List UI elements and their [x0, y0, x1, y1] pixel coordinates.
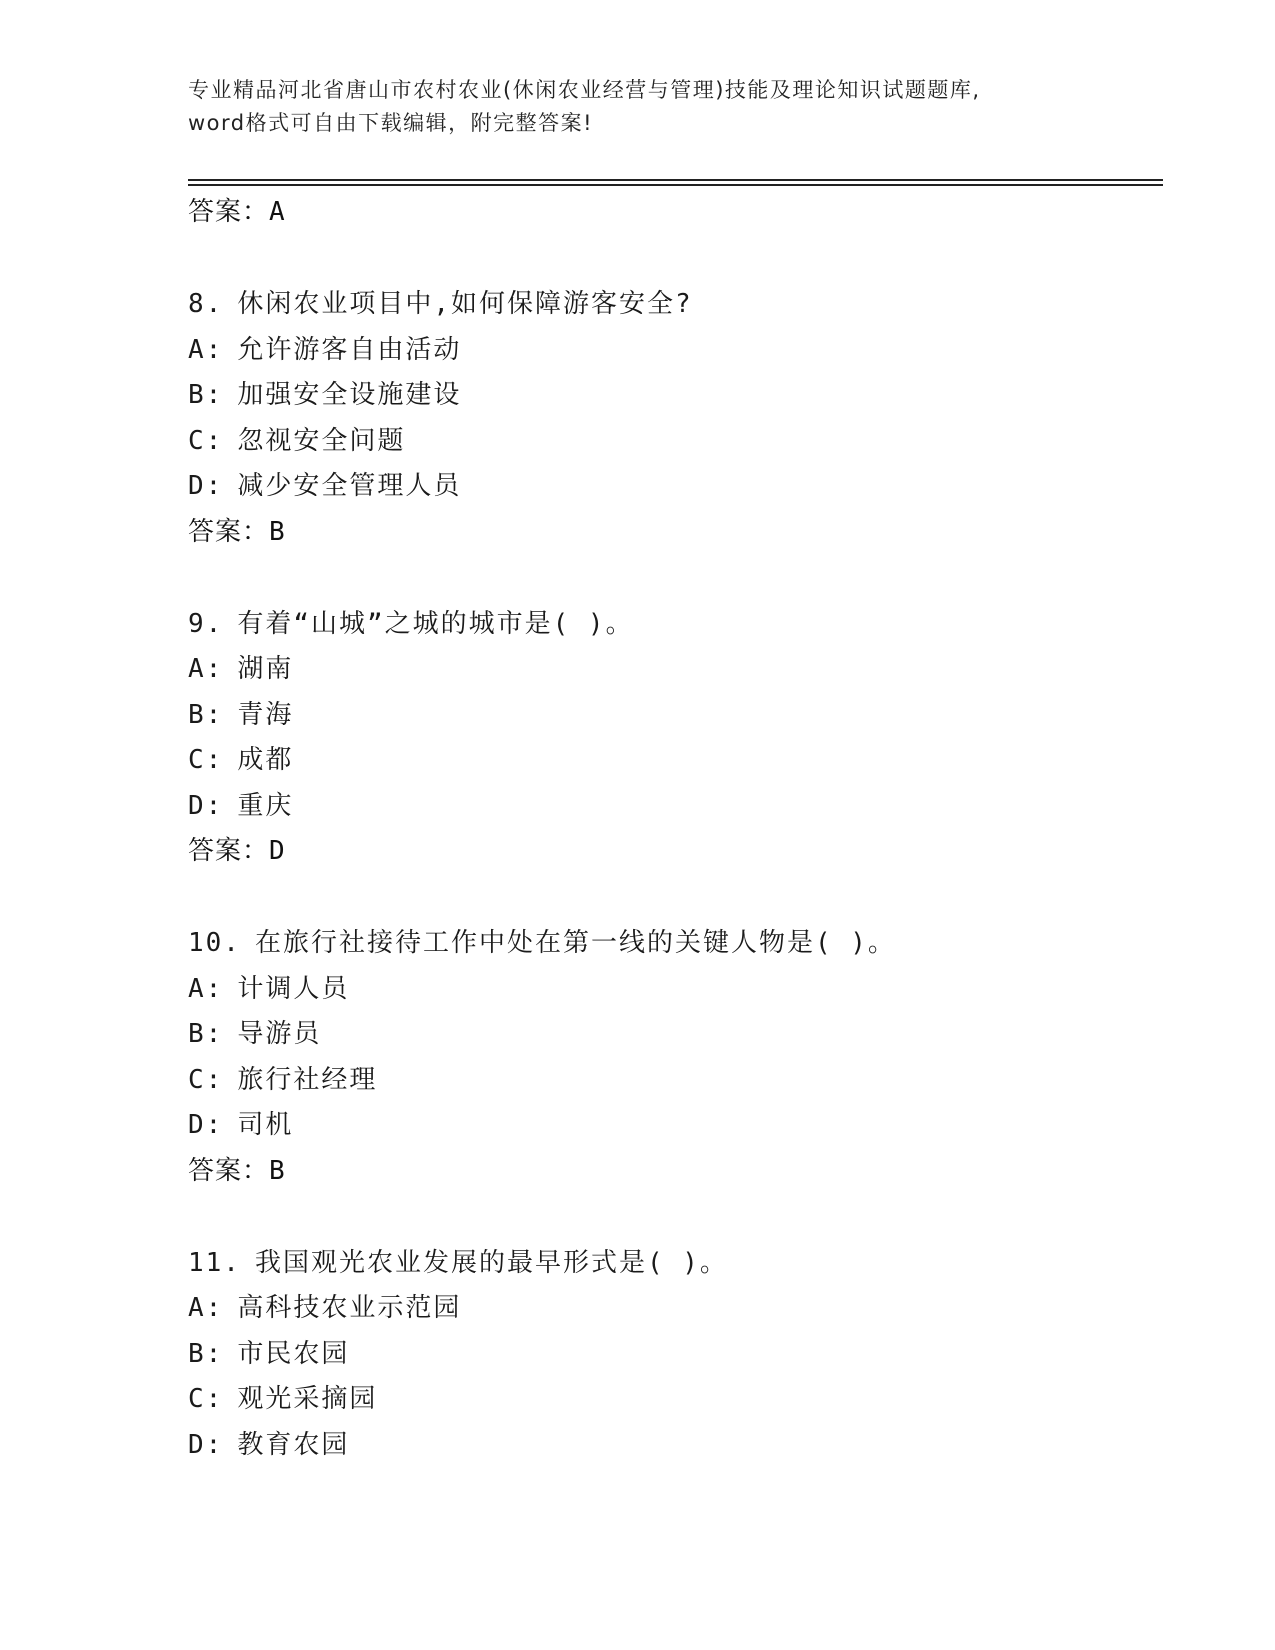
- answer-value: B: [269, 516, 286, 547]
- option-key: C:: [188, 1384, 224, 1414]
- option-text: 司机: [237, 1110, 294, 1140]
- question-stem: [188, 1241, 1188, 1287]
- header-divider-top: [188, 179, 1163, 181]
- answer-label: 答案：: [188, 836, 270, 866]
- question-block: [188, 1241, 1188, 1469]
- option-b: [188, 1332, 1188, 1378]
- question-text: 有着“山城”之城的城市是( )。: [237, 608, 634, 639]
- option-key: C:: [188, 1064, 224, 1095]
- option-key: B:: [188, 380, 224, 410]
- header-line-2: word格式可自由下载编辑，附完整答案!: [188, 111, 594, 135]
- question-number: 11.: [188, 1247, 241, 1278]
- option-text: 成都: [237, 745, 294, 775]
- option-d: [188, 1423, 1188, 1469]
- option-key: A:: [188, 654, 224, 684]
- option-a: [188, 647, 1188, 693]
- answer-line: [188, 829, 1188, 874]
- option-text: 允许游客自由活动: [237, 334, 462, 365]
- question-text: 我国观光农业发展的最早形式是( )。: [254, 1247, 728, 1278]
- option-key: D:: [188, 1429, 224, 1460]
- option-c: [188, 738, 1188, 784]
- answer-value: A: [269, 197, 286, 227]
- option-text: 减少安全管理人员: [237, 471, 462, 501]
- document-header: [188, 74, 1088, 140]
- option-text: 高科技农业示范园: [237, 1293, 462, 1323]
- answer-line: [188, 510, 1188, 555]
- question-block: [188, 602, 1188, 875]
- answer-label: 答案：: [188, 1155, 270, 1186]
- option-key: B:: [188, 699, 224, 730]
- option-a: [188, 1286, 1188, 1332]
- answer-value: D: [269, 836, 286, 866]
- option-b: [188, 1012, 1188, 1058]
- option-key: A:: [188, 334, 224, 365]
- question-number: 10.: [188, 928, 241, 958]
- option-text: 教育农园: [237, 1429, 350, 1460]
- question-text: 在旅行社接待工作中处在第一线的关键人物是( )。: [254, 928, 896, 958]
- option-b: [188, 693, 1188, 739]
- option-key: D:: [188, 471, 224, 501]
- option-d: [188, 464, 1188, 510]
- option-key: A:: [188, 1293, 224, 1323]
- option-key: D:: [188, 1110, 224, 1140]
- option-text: 导游员: [237, 1019, 322, 1049]
- question-list: [188, 190, 1188, 1515]
- answer-label: 答案：: [188, 197, 270, 227]
- option-text: 加强安全设施建设: [237, 380, 462, 410]
- question-block: [188, 921, 1188, 1194]
- answer-line: [188, 1149, 1188, 1194]
- option-a: [188, 328, 1188, 374]
- option-b: [188, 373, 1188, 419]
- option-c: [188, 1377, 1188, 1423]
- option-d: [188, 1103, 1188, 1149]
- question-number: 8.: [188, 289, 224, 319]
- option-text: 湖南: [237, 654, 294, 684]
- option-text: 重庆: [237, 790, 294, 821]
- option-c: [188, 1058, 1188, 1104]
- option-text: 忽视安全问题: [237, 425, 406, 456]
- option-text: 旅行社经理: [237, 1064, 378, 1095]
- option-text: 观光采摘园: [237, 1384, 378, 1414]
- header-divider-bottom: [188, 184, 1163, 186]
- question-stem: [188, 921, 1188, 967]
- option-text: 青海: [237, 699, 294, 730]
- option-key: D:: [188, 790, 224, 821]
- answer-label: 答案：: [188, 516, 270, 547]
- option-key: B:: [188, 1338, 224, 1369]
- question-text: 休闲农业项目中,如何保障游客安全?: [237, 289, 693, 319]
- answer-value: B: [269, 1155, 286, 1186]
- option-a: [188, 967, 1188, 1013]
- question-block: [188, 282, 1188, 555]
- option-key: B:: [188, 1019, 224, 1049]
- question-number: 9.: [188, 608, 224, 639]
- option-c: [188, 419, 1188, 465]
- option-key: A:: [188, 973, 224, 1004]
- option-text: 市民农园: [237, 1338, 350, 1369]
- option-d: [188, 784, 1188, 830]
- option-key: C:: [188, 745, 224, 775]
- question-stem: [188, 602, 1188, 648]
- answer-line: [188, 190, 1188, 235]
- option-key: C:: [188, 425, 224, 456]
- question-stem: [188, 282, 1188, 328]
- header-line-1: 专业精品河北省唐山市农村农业(休闲农业经营与管理)技能及理论知识试题题库,: [188, 78, 981, 102]
- option-text: 计调人员: [237, 973, 350, 1004]
